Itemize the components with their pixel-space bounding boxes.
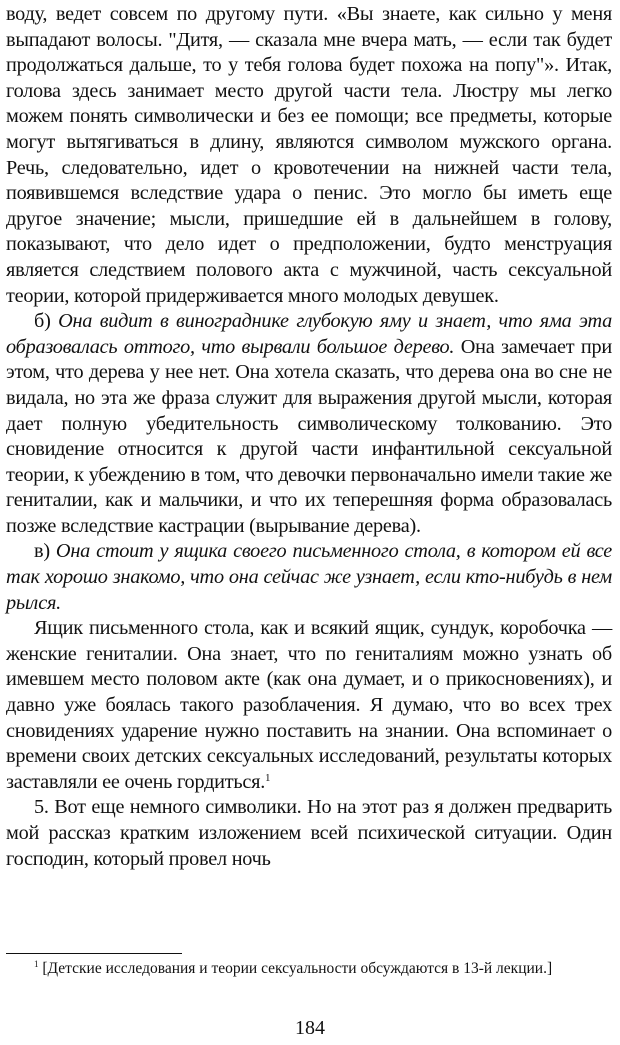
footnote-marker: 1	[34, 959, 39, 969]
paragraph-dream-v	[6, 539, 612, 616]
paragraph-dream-b	[6, 309, 612, 539]
paragraph-continued: воду, ведет совсем по другому пути. «Вы знаете, как сильно у меня выпадают волосы. "Дитя, — сказала мне вчера мать, — если так будет продолжаться дальше, то у тебя голова будет похожа на попу"». Итак, голова здесь занимает место другой части тела. Люстру мы легко можем понять символически и без ее помощи; все предметы, которые могут вытягиваться в длину, являются символом мужского органа. Речь, следовательно, идет о кровотечении на нижней части тела, появившемся вследствие удара о пенис. Это могло бы иметь еще другое значение; мысли, пришедшие ей в дальнейшем в голову, показывают, что дело идет о предположении, будто менструация является следствием полового акта с мужчиной, часть сексуальной теории, которой придерживается много молодых девушек.	[6, 3, 612, 307]
footnote-text: [Детские исследования и теории сексуальности обсуждаются в 13-й лекции.]	[38, 960, 553, 977]
footnote-divider	[6, 953, 182, 954]
footnote	[6, 958, 612, 979]
dream-v-label: в)	[34, 540, 50, 563]
footnote-reference: 1	[265, 771, 271, 784]
dream-b-label: б)	[34, 310, 51, 333]
dream-v-quote: Она стоит у ящика своего письменного стола, в котором ей все так хорошо знакомо, что она сейчас же узнает, если кто-нибудь в нем рылся.	[6, 540, 612, 614]
paragraph-drawer: Ящик письменного стола, как и всякий ящик, сундук, коробочка — женские гениталии. Она знает, что по гениталиям можно узнать об имевшем место половом акте (как она думает, и о прикосновениях), и давно уже боялась такого разоблачения. Я думаю, что во всех трех сновидениях ударение нужно поставить на знании. Она вспоминает о времени своих детских сексуальных исследований, результаты которых заставляли ее очень гордиться.$^1$	[6, 617, 612, 793]
dream-b-quote: Она видит в винограднике глубокую яму и знает, что яма эта образовалась оттого, что вырвали большое дерево.	[6, 310, 612, 358]
body-text	[6, 2, 612, 872]
drawer-interpretation: Ящик письменного стола, как и всякий ящик, сундук, коробочка — женские гениталии. Она знает, что по гениталиям можно узнать об имевшем место половом акте (как она думает, и о прикосновениях), и давно уже боялась такого разоблачения. Я думаю, что во всех трех сновидениях ударение нужно поставить на знании. Она вспоминает о времени своих детских сексуальных исследований, результаты которых заставляли ее очень гордиться	[6, 617, 612, 793]
paragraph-symbolism: 5. Вот еще немного символики. Но на этот раз я должен предварить мой рассказ кратким изложением всей психической ситуации. Один господин, который провел ночь	[6, 796, 612, 870]
page-number: 184	[295, 1017, 325, 1039]
dream-b-interpretation: Она замечает при этом, что дерева у нее нет. Она хотела сказать, что дерева она во сне не видала, но эта же фраза служит для выражения другой мысли, которая дает полную убедительность символическому толкованию. Это сновидение относится к другой части инфантильной сексуальной теории, к убеждению в том, что девочки первоначально имели такие же гениталии, как и мальчики, и что их теперешняя форма образовалась позже вследствие кастрации (вырывание дерева).	[6, 335, 612, 537]
